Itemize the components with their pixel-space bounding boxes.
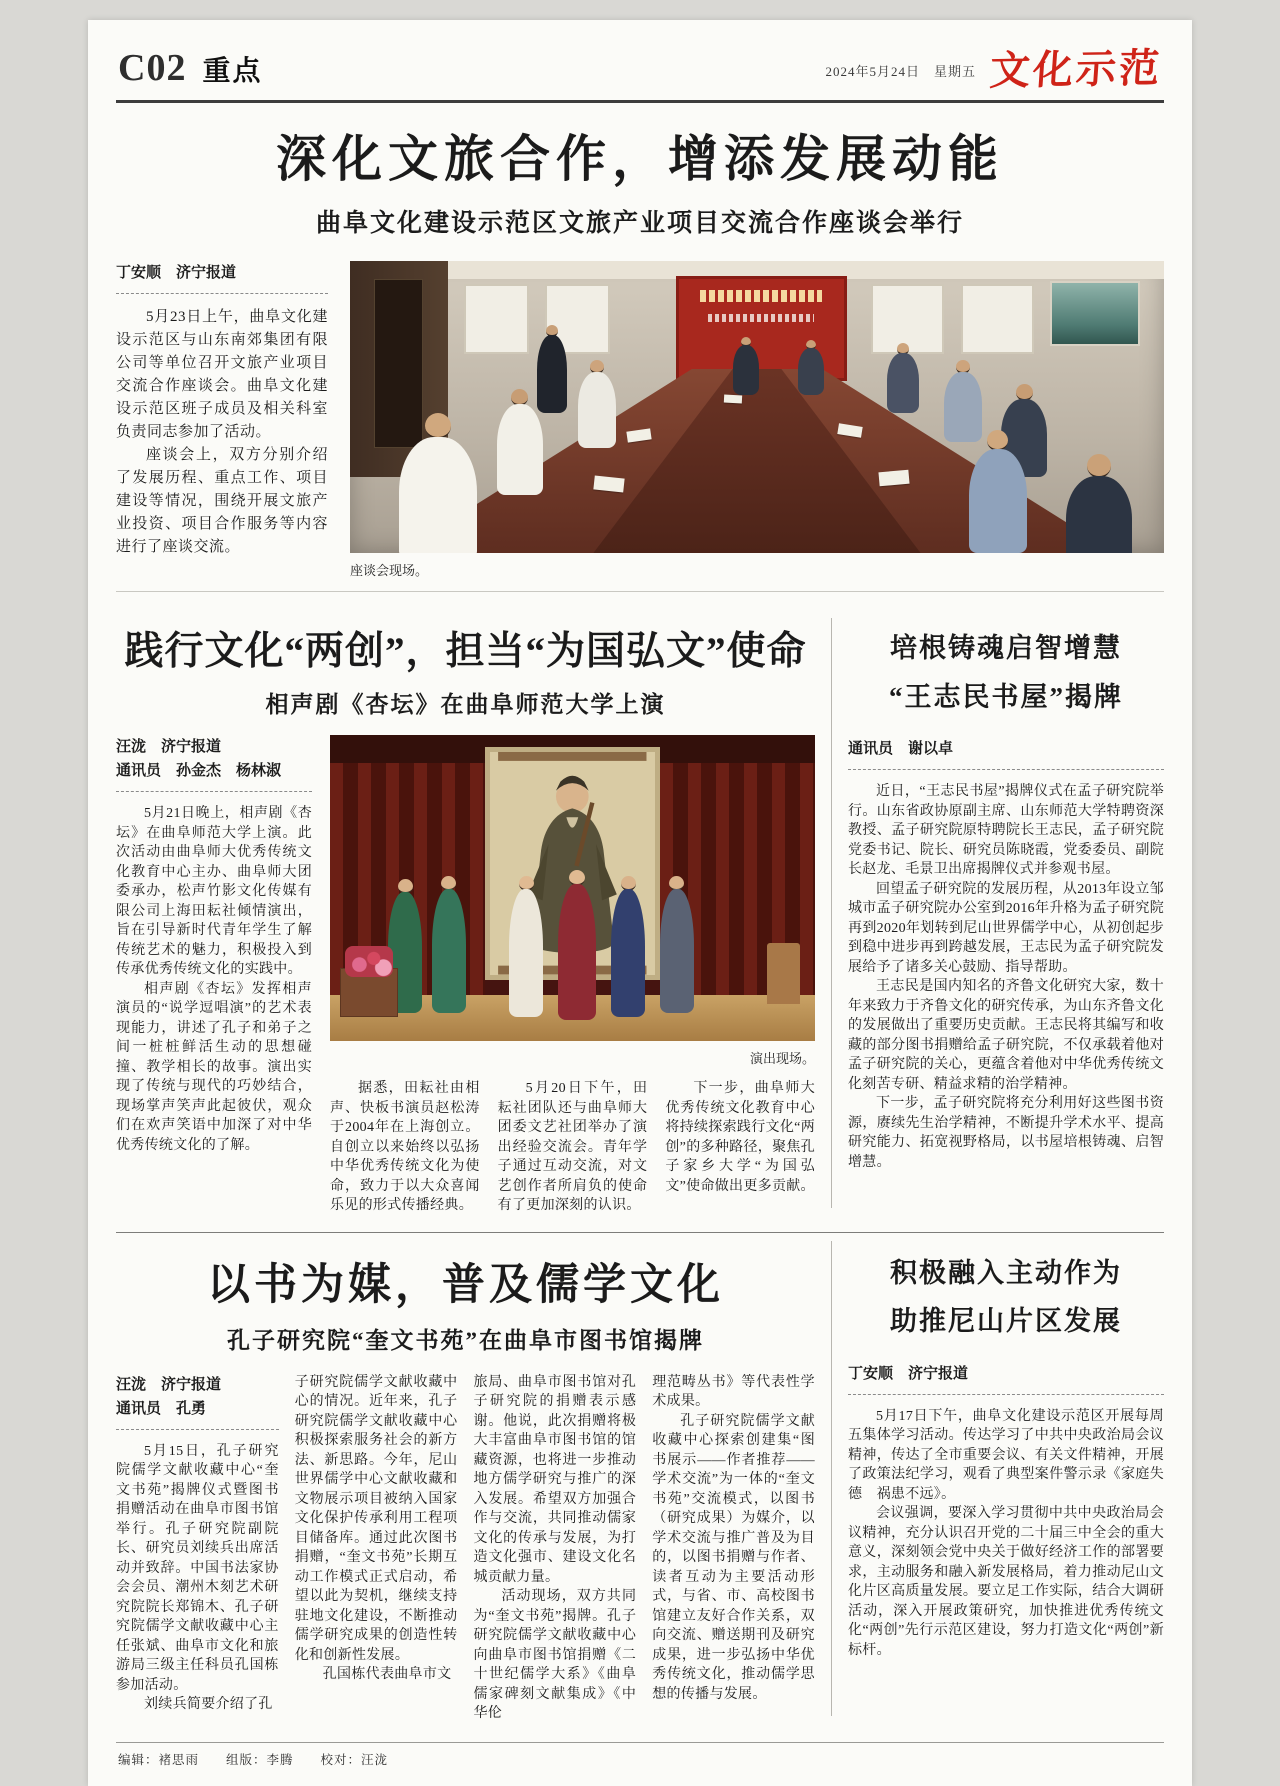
article3-paragraph: 近日，“王志民书屋”揭牌仪式在孟子研究院举行。山东省政协原副主席、山东师范大学特聘资深教授、孟子研究院原特聘院长王志民，孟子研究院党委书记、院长、研究员陈晓霞，党委委员、副院长赵龙、毛景卫出席揭牌仪式并参观书屋。 bbox=[848, 784, 1164, 878]
article4-headline: 以书为媒，普及儒学文化 bbox=[207, 1261, 724, 1309]
screen-body-text bbox=[708, 314, 814, 323]
section-name: 重点 bbox=[202, 55, 263, 86]
masthead-logo: 文化示范 bbox=[988, 45, 1164, 94]
performer bbox=[558, 870, 596, 1020]
article4-column-4 bbox=[652, 1373, 815, 1724]
article4-paragraph: 旅局、曲阜市图书馆对孔子研究院的捐赠表示感谢。他说，此次捐赠将极大丰富曲阜市图书馆的馆藏资源，也将进一步推动地方儒学研究与推广的深入发展。希望双方加强合作与交流，共同推动儒家文化的传承与发展，为打造文化强市、建设文化名城贡献力量。 bbox=[473, 1374, 637, 1585]
article5-byline: 丁安顺 济宁报道 bbox=[848, 1362, 1164, 1395]
calligraphy-frame bbox=[961, 284, 1034, 354]
article4-byline bbox=[116, 1373, 279, 1430]
article3-headline-line2: “王志民书屋”揭牌 bbox=[889, 681, 1123, 712]
meeting-person bbox=[733, 337, 759, 395]
article5-paragraph: 会议强调，要深入学习贯彻中共中央政治局会议精神，充分认识召开党的二十届三中全会的重大意义，深刻领会党中央关于做好经济工作的部署要求，主动服务和融入新发展格局，着力推动尼山文化片区高质量发展。要立足工作实际，结合大调研活动，深入开展政策研究，加快推进优秀传统文化“两创”先行示范区建设，努力打造文化“两创”新标杆。 bbox=[848, 1506, 1164, 1658]
meeting-person bbox=[798, 340, 824, 395]
meeting-person bbox=[578, 360, 616, 448]
article3-paragraph: 回望孟子研究院的发展历程，从2013年设立邹城市孟子研究院办公室到2016年升格为孟子研究院再到2020年划转到尼山世界儒学中心，从初创起步到稳中进步再到跨越发展，王志民为孟子研究院发展给予了诸多关心鼓励、指导帮助。 bbox=[848, 881, 1164, 975]
article1-paragraph: 座谈会上，双方分别介绍了发展历程、重点工作、项目建设等情况，围绕开展文旅产业投资、项目合作服务等内容进行了座谈交流。 bbox=[116, 447, 328, 555]
header-right bbox=[825, 45, 1164, 94]
article5-headline bbox=[848, 1249, 1164, 1346]
article-nishan-development bbox=[832, 1233, 1164, 1724]
section-divider bbox=[116, 591, 1164, 592]
article1-photo-caption: 座谈会现场。 bbox=[350, 563, 429, 578]
article4-paragraph: 孔国栋代表曲阜市文 bbox=[322, 1667, 452, 1682]
article1-paragraph: 5月23日上午，曲阜文化建设示范区与山东南郊集团有限公司等单位召开文旅产业项目交流合作座谈会。曲阜文化建设示范区班子成员及相关科室负责同志参加了活动。 bbox=[116, 309, 328, 440]
article4-column-2 bbox=[295, 1373, 458, 1724]
article2-byline bbox=[116, 735, 312, 792]
performer bbox=[611, 876, 645, 1017]
calligraphy-frame bbox=[464, 284, 529, 354]
article2-text-column bbox=[116, 735, 312, 1216]
performer bbox=[660, 876, 694, 1014]
screen-title-text bbox=[700, 290, 822, 302]
article5-paragraph: 5月17日下午，曲阜文化建设示范区开展每周五集体学习活动。传达学习了中共中央政治局会议精神，传达了全市重要会议、有关文件精神，开展了政策法纪学习，观看了典型案件警示录《家庭失德 祸患不远》。 bbox=[848, 1408, 1164, 1502]
article4-subtitle: 孔子研究院“奎文书苑”在曲阜市图书馆揭牌 bbox=[227, 1327, 704, 1353]
footer-credits: 编辑：褚思雨 组版：李腾 校对：汪泷 bbox=[118, 1752, 389, 1767]
article4-paragraph: 5月15日，孔子研究院儒学文献收藏中心“奎文书苑”揭牌仪式暨图书捐赠活动在曲阜市图书馆举行。孔子研究院副院长、研究员刘续兵出席活动并致辞。中国书法家协会会员、潮州木刻艺术研究院院长郑锦木、孔子研究院儒学文献收藏中心主任张斌、曲阜市文化和旅游局三级主任科员孔国栋参加活动。 bbox=[116, 1443, 279, 1693]
performer bbox=[509, 876, 543, 1017]
article1-text-column bbox=[116, 261, 328, 579]
article2-photo-caption: 演出现场。 bbox=[749, 1051, 815, 1066]
article-book-house bbox=[832, 610, 1164, 1216]
article2-headline: 践行文化“两创”，担当“为国弘文”使命 bbox=[124, 630, 807, 673]
article3-byline: 通讯员 谢以卓 bbox=[848, 737, 1164, 770]
article2-paragraph: 5月21日晚上，相声剧《杏坛》在曲阜师范大学上演。此次活动由曲阜师大优秀传统文化教育中心主办、曲阜师大团委承办，松声竹影文化传媒有限公司上海田耘社倾情演出，旨在引导新时代青年学生了解传统艺术的魅力，积极投入到传承优秀传统文化的实践中。 bbox=[116, 806, 312, 977]
article3-paragraph: 王志民是国内知名的齐鲁文化研究大家，数十年来致力于齐鲁文化的研究传承，为山东齐鲁文化的发展做出了重要历史贡献。王志民将其编写和收藏的部分图书捐赠给孟子研究院，不仅承载着他对孟子研究院的关心，更蕴含着他对中华优秀传统文化刻苦专研、精益求精的治学精神。 bbox=[848, 979, 1164, 1092]
article4-column-1 bbox=[116, 1373, 279, 1724]
article2-bottom-column: 5月20日下午，田耘社团队还与曲阜师大团委文艺社团举办了演出经验交流会。青年学子通过互动交流，对文艺创作者所肩负的使命有了更加深刻的认识。 bbox=[497, 1081, 648, 1213]
article4-paragraph: 理范畴丛书》等代表性学术成果。 bbox=[652, 1374, 815, 1409]
landscape-picture bbox=[1050, 281, 1140, 345]
meeting-person bbox=[969, 430, 1027, 553]
article3-headline-line1: 培根铸魂启智增慧 bbox=[890, 633, 1122, 663]
meeting-person bbox=[1066, 454, 1132, 553]
article2-bottom-column: 据悉，田耘社由相声、快板书演员赵松涛于2004年在上海创立。自创立以来始终以弘扬中华优秀传统文化为使命，致力于以大众喜闻乐见的形式传播经典。 bbox=[330, 1081, 480, 1213]
article1-headline: 深化文旅合作，增添发展动能 bbox=[276, 131, 1004, 187]
meeting-person bbox=[497, 389, 543, 494]
paper-sheet bbox=[879, 470, 910, 487]
article2-paragraph: 相声剧《杏坛》发挥相声演员的“说学逗唱演”的艺术表现能力，讲述了孔子和弟子之间一桩桩鲜活生动的思想碰撞、教学相长的故事。演出实现了传统与现代的巧妙结合，现场掌声笑声此起彼伏，观众们在欢声笑语中加深了对中华优秀传统文化的了解。 bbox=[116, 981, 312, 1153]
newspaper-page bbox=[88, 20, 1192, 1786]
header-rule bbox=[116, 100, 1164, 103]
article5-headline-line2: 助推尼山片区发展 bbox=[890, 1306, 1122, 1337]
article-confucian-books bbox=[116, 1233, 831, 1724]
wooden-chair bbox=[767, 943, 801, 1004]
article-cooperation-forum bbox=[116, 119, 1164, 579]
article5-headline-line1: 积极融入主动作为 bbox=[890, 1257, 1122, 1288]
meeting-person bbox=[399, 413, 477, 553]
article4-paragraph: 活动现场，双方共同为“奎文书苑”揭牌。孔子研究院儒学文献收藏中心向曲阜市图书馆捐赠《二十世纪儒学大系》《曲阜儒家碑刻文献集成》《中华伦 bbox=[473, 1589, 637, 1721]
article3-paragraph: 下一步，孟子研究院将充分利用好这些图书资源，赓续先生治学精神，不断提升学术水平、提高研究能力、拓宽视野格局，以书屋培根铸魂、启智增慧。 bbox=[848, 1096, 1164, 1170]
meeting-person bbox=[887, 343, 919, 413]
article1-subtitle: 曲阜文化建设示范区文旅产业项目交流合作座谈会举行 bbox=[315, 210, 964, 237]
article-crosstalk-drama bbox=[116, 610, 831, 1216]
article4-byline-line2: 通讯员 孔勇 bbox=[116, 1400, 207, 1417]
header-left bbox=[118, 46, 262, 90]
paper-sheet bbox=[724, 395, 742, 404]
performer bbox=[432, 876, 466, 1014]
article2-byline-line2: 通讯员 孙金杰 杨林淑 bbox=[116, 763, 282, 779]
page-number: C02 bbox=[118, 47, 187, 89]
article2-bottom-column: 下一步，曲阜师大优秀传统文化教育中心将持续探索践行文化“两创”的多种路径，聚焦孔子家乡大学“为国弘文”使命做出更多贡献。 bbox=[665, 1081, 816, 1194]
page-header bbox=[116, 34, 1164, 100]
flowers bbox=[345, 946, 394, 977]
stage-photo bbox=[330, 735, 815, 1041]
article2-subtitle: 相声剧《杏坛》在曲阜师范大学上演 bbox=[265, 692, 666, 717]
article4-paragraph: 刘续兵简要介绍了孔 bbox=[144, 1697, 273, 1712]
article4-column-3 bbox=[474, 1373, 637, 1724]
article4-paragraph: 子研究院儒学文献收藏中心的情况。近年来，孔子研究院儒学文献收藏中心积极探索服务社会的新方法、新思路。今年，尼山世界儒学中心文献收藏和文物展示项目被纳入国家文化保护传承利用工程项目储备库。通过此次图书捐赠，“奎文书苑”长期互动工作模式正式启动，希望以此为契机，继续支持驻地文化建设，不断推动儒学研究成果的创造性转化和创新性发展。 bbox=[294, 1374, 458, 1663]
article4-paragraph: 孔子研究院儒学文献收藏中心探索创建集“图书展示——作者推荐——学术交流”为一体的“奎文书苑”交流模式，以图书（研究成果）为媒介，以学术交流与推广普及为目的，以图书捐赠与作者、读者互动为主要活动形式，与省、市、高校图书馆建立友好合作关系，双向交流、赠送期刊及研究成果，进一步弘扬中华优秀传统文化，推动儒学思想的传播与发展。 bbox=[652, 1413, 815, 1702]
date-line: 2024年5月24日 星期五 bbox=[825, 63, 976, 79]
article4-byline-line1: 汪泷 济宁报道 bbox=[116, 1376, 222, 1393]
page-footer bbox=[116, 1742, 1164, 1776]
article2-byline-line1: 汪泷 济宁报道 bbox=[116, 739, 222, 755]
article3-headline bbox=[848, 624, 1164, 721]
meeting-photo bbox=[350, 261, 1164, 553]
article1-byline: 丁安顺 济宁报道 bbox=[116, 261, 328, 294]
